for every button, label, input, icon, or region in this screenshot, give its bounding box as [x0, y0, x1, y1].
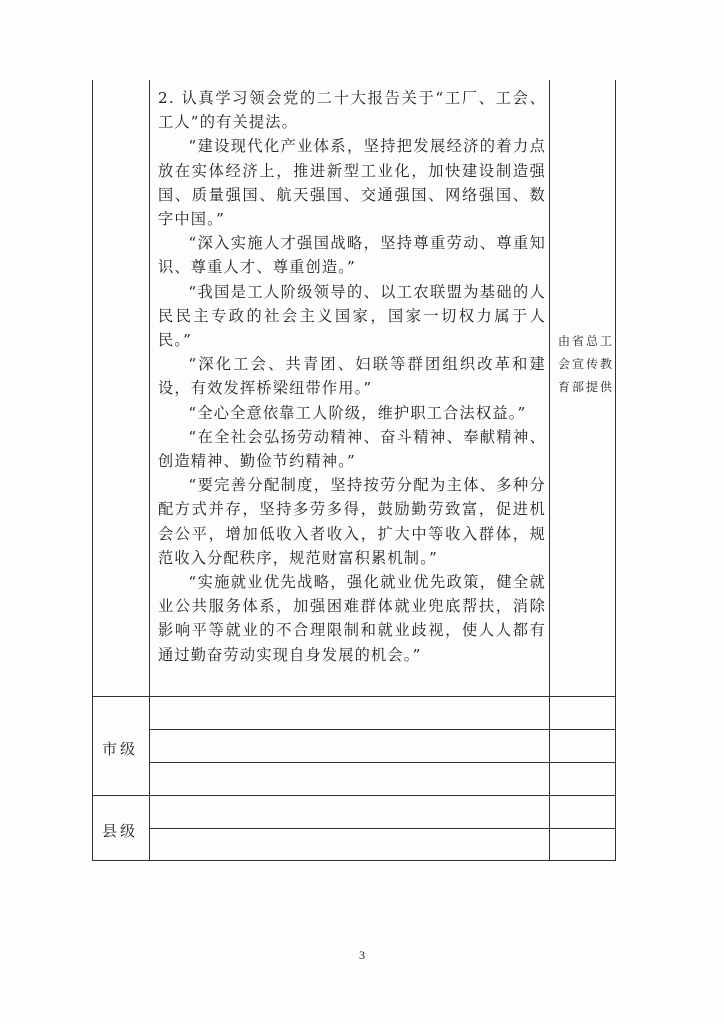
table-bottom-border: [92, 860, 616, 861]
table-row-divider: [92, 696, 616, 697]
source-note: 由省总工会宣传教育部提供: [557, 334, 614, 394]
quote-paragraph: “实施就业优先战略，强化就业优先政策，健全就业公共服务体系，加强困难群体就业兜底帮扶，消除影响平等就业的不合理限制和就业歧视，使人人都有通过勤奋劳动实现自身发展的机会。”: [158, 573, 546, 664]
quote-paragraph: “要完善分配制度，坚持按劳分配为主体、多种分配方式并存，坚持多劳多得，鼓励勤劳致富，促进机会公平，增加低收入者收入，扩大中等收入群体，规范收入分配秩序，规范财富积累机制。”: [158, 476, 546, 567]
quote-paragraph: “深入实施人才强国战略，坚持尊重劳动、尊重知识、尊重人才、尊重创造。”: [158, 234, 546, 277]
quote-paragraph: “全心全意依靠工人阶级，维护职工合法权益。”: [188, 403, 527, 422]
table-column-divider-1: [149, 80, 150, 860]
quote-paragraph: “深化工会、共青团、妇联等群团组织改革和建设，有效发挥桥梁纽带作用。”: [158, 355, 546, 398]
table-row-divider: [92, 795, 616, 796]
table-row-divider: [149, 729, 616, 730]
main-content-cell: [158, 86, 546, 667]
table-row-divider: [149, 762, 616, 763]
quote-paragraph: “在全社会弘扬劳动精神、奋斗精神、奉献精神、创造精神、勤俭节约精神。”: [158, 427, 546, 471]
county-level-label: 县级: [101, 822, 138, 840]
quote-paragraph: “建设现代化产业体系，坚持把发展经济的着力点放在实体经济上，推进新型工业化，加快建设制造强国、质量强国、航天强国、交通强国、网络强国、数字中国。”: [158, 137, 546, 229]
city-level-label: 市级: [101, 740, 138, 758]
table-right-border: [615, 80, 616, 860]
table-column-divider-2: [549, 80, 550, 860]
page-number: 3: [359, 948, 365, 962]
item-heading: 2. 认真学习领会党的二十大报告关于“工厂、工会、工人”的有关提法。: [158, 89, 546, 132]
table-row-divider: [149, 828, 616, 829]
quote-paragraph: “我国是工人阶级领导的、以工农联盟为基础的人民民主专政的社会主义国家，国家一切权力属于人民。”: [158, 282, 546, 350]
